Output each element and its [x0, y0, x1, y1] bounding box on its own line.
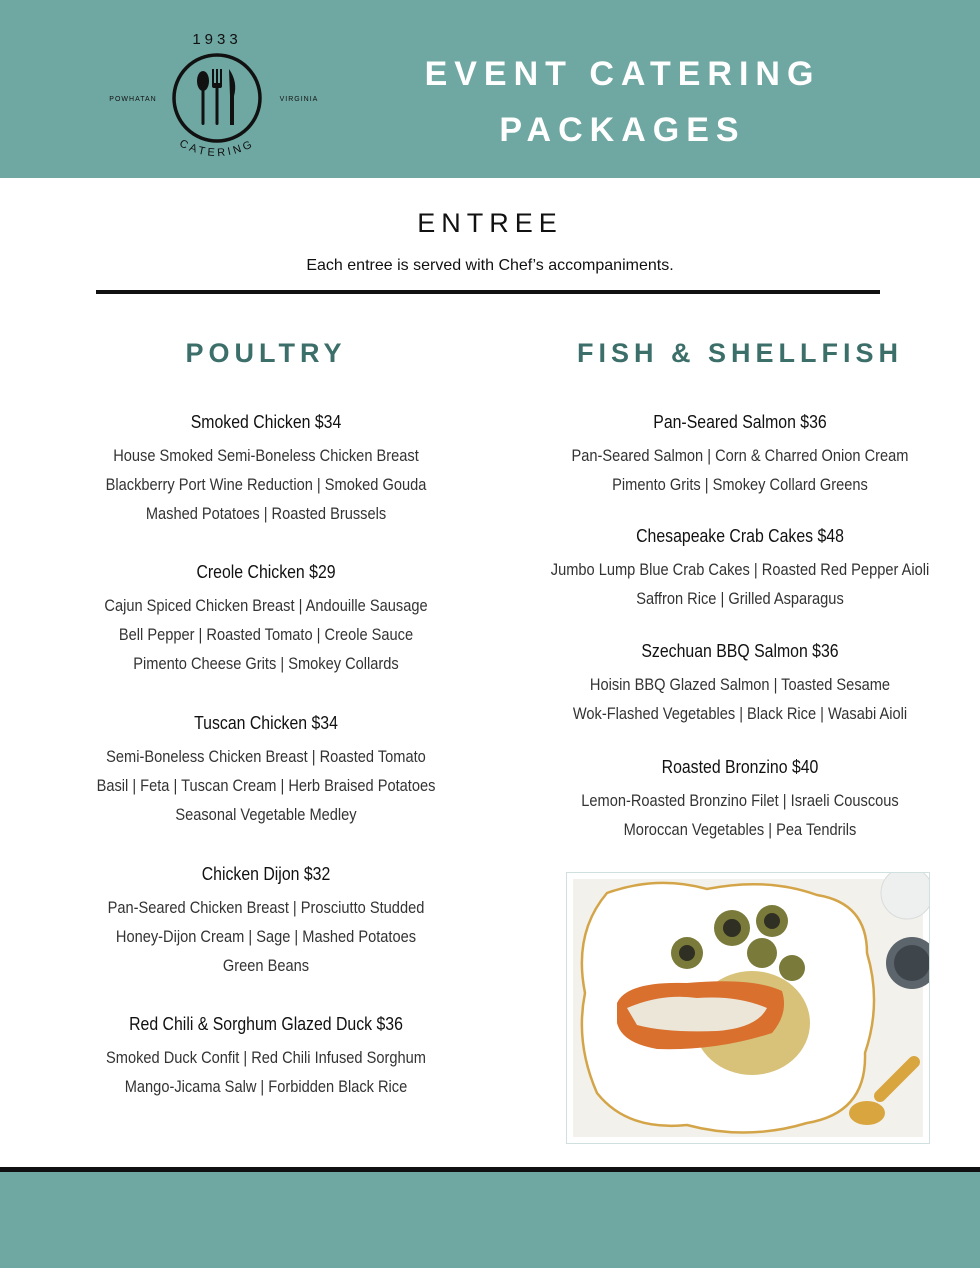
section-subtitle: Each entree is served with Chef’s accompaniments.: [306, 257, 674, 274]
menu-item-line: Pan-Seared Salmon | Corn & Charred Onion Cream: [571, 446, 909, 465]
menu-item-line: Seasonal Vegetable Medley: [175, 805, 357, 824]
menu-item-line: Pimento Cheese Grits | Smokey Collards: [133, 654, 399, 673]
menu-item-line: Lemon-Roasted Bronzino Filet | Israeli Couscous: [581, 791, 899, 810]
section-title: ENTREE: [417, 208, 563, 238]
logo-bottom-text: CATERING: [177, 137, 257, 160]
menu-item-line: House Smoked Semi-Boneless Chicken Breast: [113, 446, 419, 465]
menu-item-name: Tuscan Chicken $34: [194, 713, 338, 733]
catering-logo: [100, 22, 330, 172]
menu-item-line: Mango-Jicama Salw | Forbidden Black Rice: [124, 1077, 408, 1096]
menu-item-name: Pan-Seared Salmon $36: [653, 412, 827, 432]
menu-item-line: Semi-Boneless Chicken Breast | Roasted Tomato: [106, 747, 426, 766]
divider-top: [96, 290, 880, 294]
menu-item-line: Wok-Flashed Vegetables | Black Rice | Wasabi Aioli: [572, 704, 908, 723]
salmon-dish-illustration: [567, 873, 929, 1143]
menu-item: [56, 1010, 476, 1101]
menu-item: [510, 637, 970, 728]
logo-left-text: POWHATAN: [109, 96, 157, 103]
page-title-line2: PACKAGES: [499, 111, 746, 149]
menu-item-name: Chicken Dijon $32: [201, 864, 331, 884]
header-band: [0, 0, 980, 178]
page-title: [400, 46, 845, 158]
menu-item: [510, 522, 970, 613]
menu-item-line: Saffron Rice | Grilled Asparagus: [636, 589, 844, 608]
fork-spoon-knife-icon: [197, 69, 235, 125]
menu-item-line: Green Beans: [222, 956, 310, 975]
menu-item-line: Pan-Seared Chicken Breast | Prosciutto Studded: [107, 898, 425, 917]
logo-right-text: VIRGINIA: [279, 96, 319, 103]
menu-item-name: Smoked Chicken $34: [190, 412, 342, 432]
menu-item: [510, 408, 970, 499]
fish-heading: FISH & SHELLFISH: [576, 338, 903, 368]
menu-item-line: Pimento Grits | Smokey Collard Greens: [612, 475, 868, 494]
menu-item: [56, 709, 476, 829]
menu-item-name: Creole Chicken $29: [196, 562, 336, 582]
menu-item: [56, 558, 476, 678]
menu-item-line: Cajun Spiced Chicken Breast | Andouille Sausage: [104, 596, 428, 615]
menu-item: [56, 408, 476, 528]
salmon-dish-photo: [566, 872, 930, 1144]
menu-item-name: Szechuan BBQ Salmon $36: [641, 641, 839, 661]
footer-band: [0, 1172, 980, 1268]
menu-item-line: Moroccan Vegetables | Pea Tendrils: [623, 820, 857, 839]
menu-item-line: Honey-Dijon Cream | Sage | Mashed Potatoes: [115, 927, 417, 946]
menu-item-name: Red Chili & Sorghum Glazed Duck $36: [129, 1014, 403, 1034]
menu-item-line: Jumbo Lump Blue Crab Cakes | Roasted Red Pepper Aioli: [550, 560, 930, 579]
menu-item: [510, 753, 970, 844]
menu-item-name: Chesapeake Crab Cakes $48: [636, 526, 844, 546]
poultry-heading: POULTRY: [185, 338, 347, 368]
logo-year: 1933: [192, 31, 242, 48]
menu-item-line: Smoked Duck Confit | Red Chili Infused Sorghum: [106, 1048, 426, 1067]
menu-item-line: Blackberry Port Wine Reduction | Smoked Gouda: [105, 475, 427, 494]
menu-item-line: Mashed Potatoes | Roasted Brussels: [145, 504, 387, 523]
menu-item-line: Basil | Feta | Tuscan Cream | Herb Braised Potatoes: [96, 776, 436, 795]
page-title-line1: EVENT CATERING: [424, 55, 821, 93]
menu-item: [56, 860, 476, 980]
menu-item-name: Roasted Bronzino $40: [661, 757, 819, 777]
menu-item-line: Hoisin BBQ Glazed Salmon | Toasted Sesame: [589, 675, 891, 694]
menu-item-line: Bell Pepper | Roasted Tomato | Creole Sauce: [118, 625, 414, 644]
